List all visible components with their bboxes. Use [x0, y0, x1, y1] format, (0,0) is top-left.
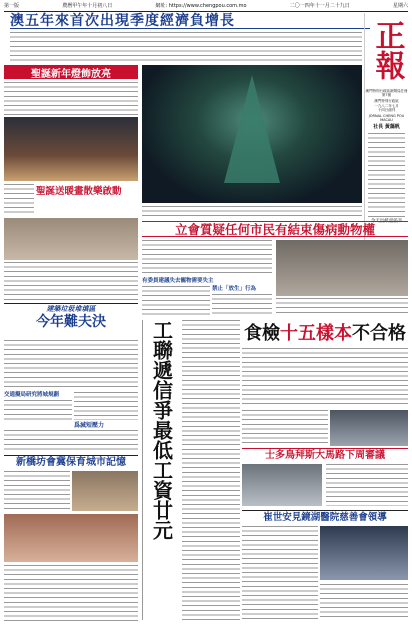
labour-box — [142, 320, 180, 620]
reclaim-kicker: 建築垃圾堆填區 — [46, 304, 96, 313]
warm-body — [4, 184, 34, 216]
masthead-title: 正報 — [369, 20, 405, 80]
food-headline-a: 食檢 — [244, 323, 280, 344]
header-rule — [4, 11, 408, 12]
edition-note: 今天出紙壹張半 — [370, 219, 403, 225]
harbour-body — [4, 430, 138, 452]
warm-headline[interactable]: 聖誕送暖畫散樂啟動 — [36, 186, 122, 197]
animal-body — [142, 240, 272, 276]
tree-shape — [224, 75, 280, 183]
xmas-body — [4, 82, 138, 115]
food-headline-b: 十五樣本 — [280, 323, 352, 344]
festival-photo-2 — [4, 514, 138, 562]
lead-body — [10, 32, 362, 62]
festival-body-2 — [4, 565, 138, 621]
animal-photo — [276, 240, 408, 296]
reclaim-headline[interactable]: 今年難夫決 — [36, 314, 106, 330]
animal-sub1[interactable]: 有委員建議失去寵物需要失主 — [142, 278, 214, 284]
weekday: 星期六 — [392, 3, 408, 9]
food-headline-c: 不合格 — [352, 323, 406, 344]
masthead-registration: 澳門特別行政區新聞局註冊第7號 — [365, 89, 408, 98]
festival-body — [4, 471, 70, 511]
warm-photo — [4, 218, 138, 260]
reclaim-body — [4, 340, 138, 390]
sandlight-body — [326, 464, 408, 506]
sandlight-headline[interactable]: 士多鳥拜斯大馬路下周審議 — [242, 448, 408, 462]
food-headline[interactable] — [242, 319, 408, 345]
masthead-contact — [368, 133, 405, 217]
labour-body — [182, 320, 240, 620]
tree-caption — [142, 206, 362, 218]
masthead-director: 社長 黃藹帆 — [373, 124, 400, 131]
plan-body-2 — [4, 400, 72, 422]
sandlight-photo — [242, 464, 322, 506]
masthead-english: JORNAL CHENG POU MACAU — [368, 114, 405, 123]
animal-sub1-body — [142, 286, 210, 316]
tree-photo — [142, 65, 362, 203]
masthead — [364, 13, 408, 243]
plan-body — [74, 392, 138, 420]
festival-photo-1 — [72, 471, 138, 511]
page-header — [4, 2, 408, 10]
animal-headline[interactable]: 立會質疑任何市民有結束傷病動物權 — [174, 222, 375, 237]
animal-photo-caption — [276, 298, 408, 316]
foundation-body-2 — [320, 584, 408, 620]
festival-headline[interactable]: 新橋坊會冀保育城市記憶 — [4, 455, 138, 469]
reclaim-head — [4, 303, 138, 337]
food-body — [242, 348, 408, 408]
foundation-body — [242, 526, 318, 620]
animal-sub2[interactable]: 禁止「放生」行為 — [212, 286, 257, 292]
lead-headline[interactable]: 澳五年來首次出現季度經濟負增長 — [10, 13, 235, 29]
food-body-2 — [242, 410, 328, 446]
warm-caption — [4, 262, 138, 300]
labour-headline[interactable]: 工聯遞信爭最低工資廿元 — [149, 320, 174, 540]
lead-headline-box — [10, 13, 370, 29]
food-photo — [330, 410, 408, 446]
animal-sub2-body — [212, 294, 272, 316]
masthead-founded: 澳門特別行政區 一九八二年七月 十四日創刊 — [374, 99, 399, 112]
xmas-headline[interactable]: 聖誕新年燈飾放亮 — [4, 65, 138, 79]
xmas-photo — [4, 117, 138, 181]
animal-headline-box — [142, 221, 408, 237]
harbour-headline[interactable]: 爲減短壓力 — [74, 422, 105, 429]
lunar-date: 農曆甲午年十月初八日 — [62, 3, 113, 9]
foundation-headline[interactable]: 崔世安見鏡湖醫院慈善會領導 — [242, 510, 408, 524]
foundation-photo — [320, 526, 408, 580]
page-number: 第一版 — [4, 3, 20, 9]
website[interactable]: 網址: https://www.chengpou.com.mo — [155, 3, 247, 9]
plan-headline[interactable]: 交通擬局研究將城規劃 — [4, 392, 60, 398]
date: 二〇一四年十一月二十九日 — [289, 3, 350, 9]
